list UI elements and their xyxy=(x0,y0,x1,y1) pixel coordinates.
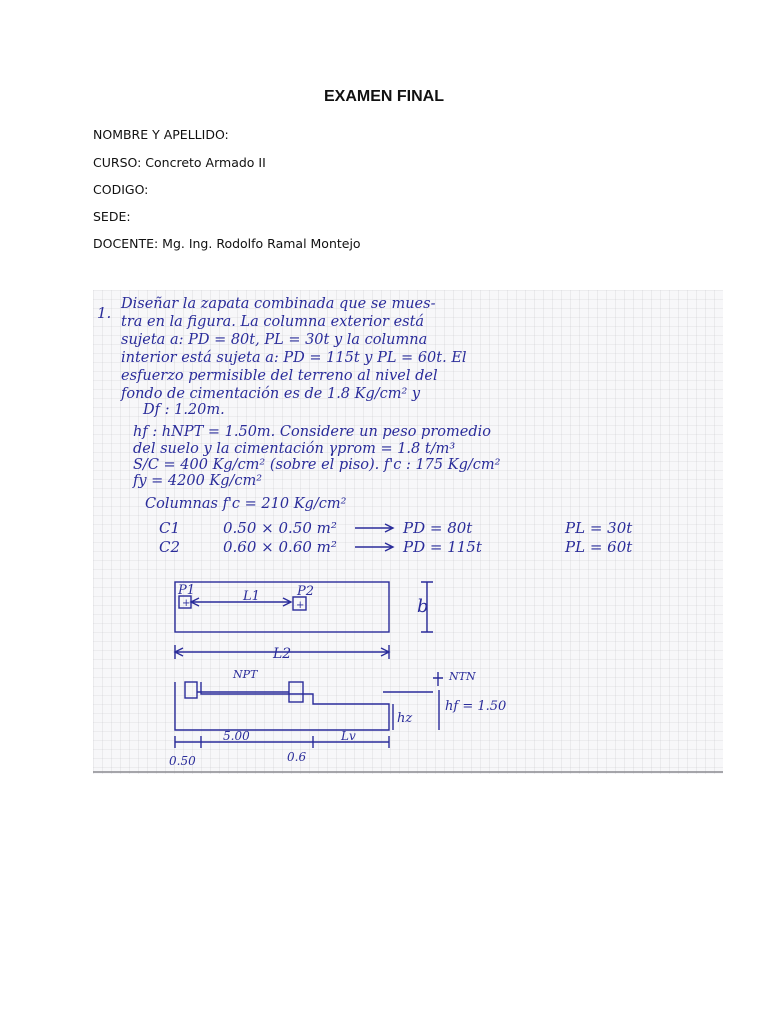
svg-text:+: + xyxy=(182,598,191,609)
column-c1-pl: PL = 30t xyxy=(565,519,633,537)
problem-line-4: interior está sujeta a: PD = 115t y PL = 60t. El xyxy=(121,350,467,366)
hz-label: hz xyxy=(397,711,413,726)
problem-line-12: Columnas f'c = 210 Kg/cm² xyxy=(145,496,347,512)
ntn-label: NTN xyxy=(449,670,476,683)
column-c1-id: C1 xyxy=(159,519,181,537)
p1-label: P1 xyxy=(178,583,196,598)
column-c2-size: 0.60 × 0.60 m² xyxy=(223,538,337,556)
lv-label: Lv xyxy=(341,729,356,743)
b-label: b xyxy=(417,596,429,617)
problem-line-9: del suelo y la cimentación γprom = 1.8 t/m³ xyxy=(133,441,456,457)
column-c2-pd: PD = 115t xyxy=(403,538,482,556)
dim-500-label: 5.00 xyxy=(223,729,250,743)
problem-line-11: fy = 4200 Kg/cm² xyxy=(133,473,263,489)
p2-label: P2 xyxy=(297,584,315,599)
l2-label: L2 xyxy=(273,646,292,662)
column-c1-pd: PD = 80t xyxy=(403,519,473,537)
problem-line-10: S/C = 400 Kg/cm² (sobre el piso). f'c : 175 Kg/cm² xyxy=(133,457,501,473)
l1-label: L1 xyxy=(243,589,260,604)
problem-line-5: esfuerzo permisible del terreno al nivel del xyxy=(121,368,438,384)
column-c2-id: C2 xyxy=(159,538,181,556)
hf-label: hf = 1.50 xyxy=(445,699,507,714)
problem-line-8: hf : hNPT = 1.50m. Considere un peso promedio xyxy=(133,424,491,440)
problem-line-2: tra en la figura. La columna exterior está xyxy=(121,314,425,330)
problem-line-1: Diseñar la zapata combinada que se mues- xyxy=(121,296,436,312)
handwritten-problem-scan xyxy=(93,290,723,774)
sede-field: SEDE: xyxy=(93,209,131,224)
svg-text:+: + xyxy=(296,600,305,611)
codigo-field: CODIGO: xyxy=(93,182,149,197)
problem-line-6: fondo de cimentación es de 1.8 Kg/cm² y xyxy=(121,386,421,402)
nombre-field: NOMBRE Y APELLIDO: xyxy=(93,127,229,142)
dim-050-label: 0.50 xyxy=(169,754,196,768)
page-title: EXAMEN FINAL xyxy=(324,88,444,105)
curso-field: CURSO: Concreto Armado II xyxy=(93,155,266,170)
problem-number: 1. xyxy=(97,304,112,322)
npt-label: NPT xyxy=(233,668,258,681)
docente-field: DOCENTE: Mg. Ing. Rodolfo Ramal Montejo xyxy=(93,236,361,251)
problem-line-7: Df : 1.20m. xyxy=(143,402,225,418)
column-c2-pl: PL = 60t xyxy=(565,538,633,556)
dim-06-label: 0.6 xyxy=(287,750,307,764)
column-c1-size: 0.50 × 0.50 m² xyxy=(223,519,337,537)
problem-line-3: sujeta a: PD = 80t, PL = 30t y la columna xyxy=(121,332,428,348)
